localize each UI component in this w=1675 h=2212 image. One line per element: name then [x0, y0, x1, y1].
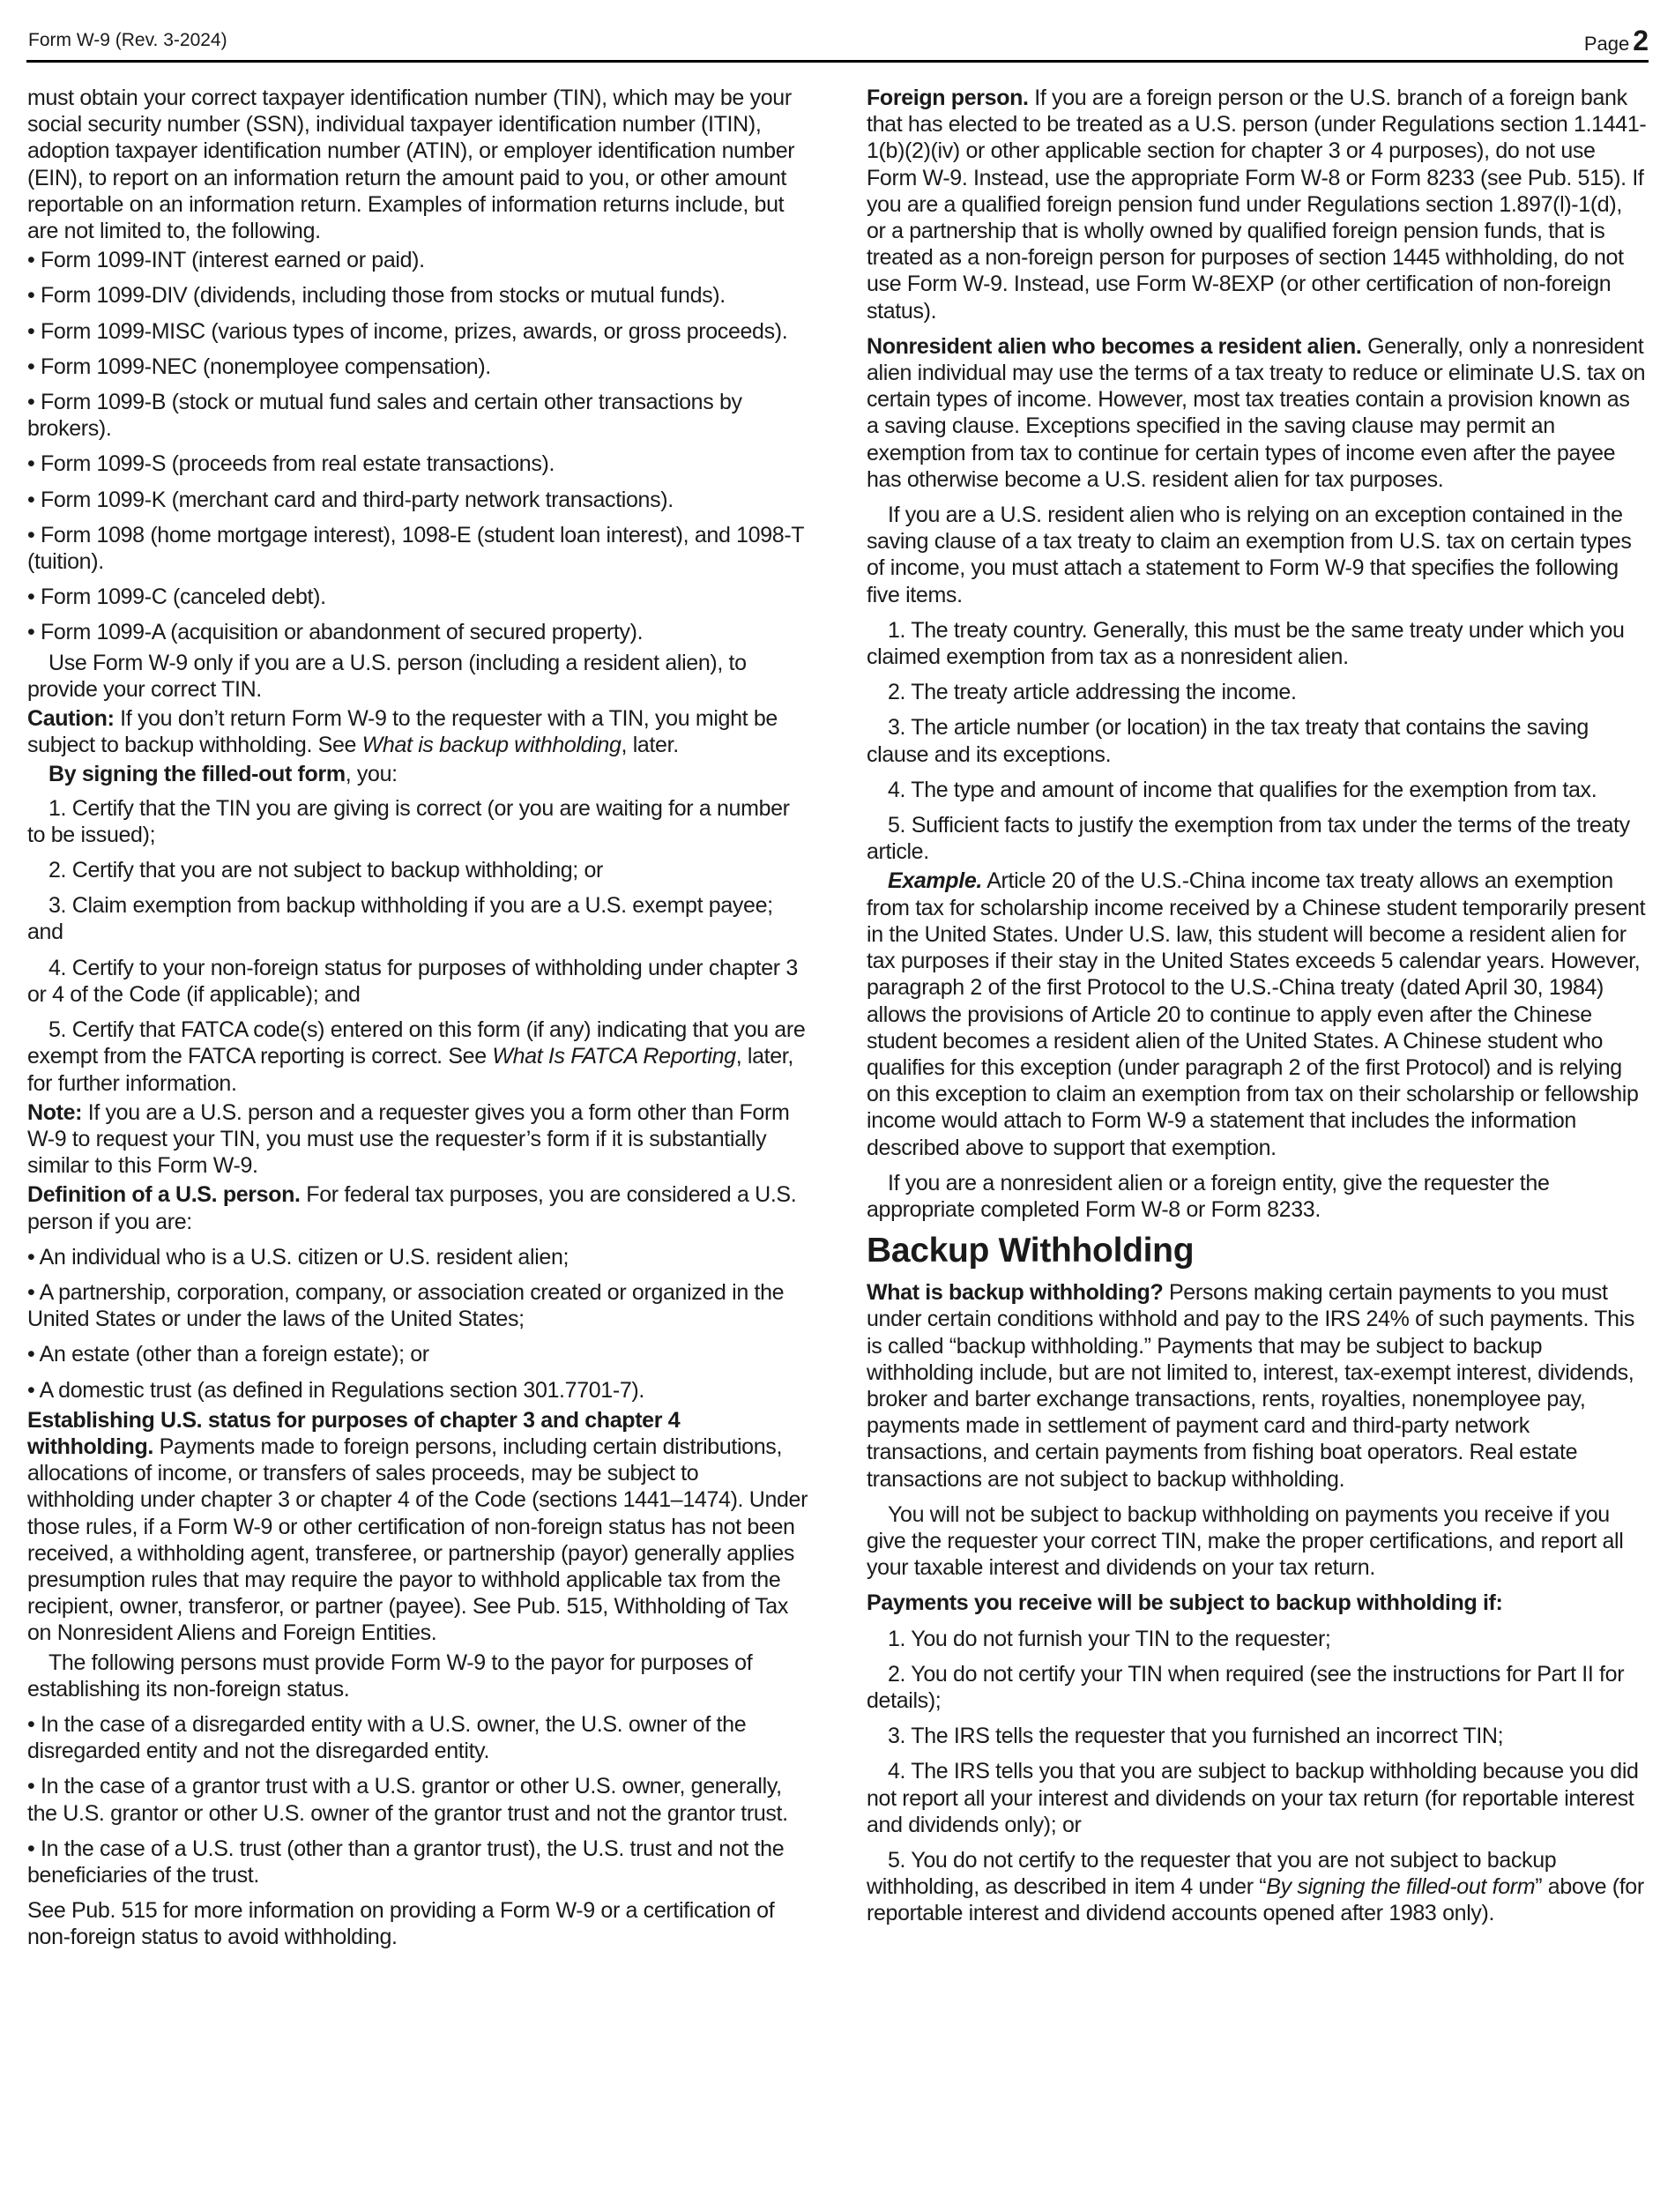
note-paragraph: Note: If you are a U.S. person and a requester gives you a form other than Form W-9 to request your TIN, you must use the requester’s form if it is substantially similar to this Form W-9. [27, 1099, 790, 1179]
condition-item: 5. You do not certify to the requester that you are not subject to backup withholding, as described in item 4 under “By signing the filled-out form” above (for reportable interest and dividend accounts opened after 1983 only). [867, 1847, 1644, 1926]
list-item: • Form 1099-C (canceled debt). [27, 585, 326, 610]
fatca-reference: What Is FATCA Reporting [492, 1044, 736, 1069]
example-label: Example. [888, 868, 982, 894]
intro-paragraph: must obtain your correct taxpayer identification number (TIN), which may be your social security number (SSN), individual taxpayer identification number (ITIN), adoption taxpayer identification number (ATIN), or employer identification number (EIN), to report on an information return the amount paid to you, or other amount reportable on an information return. Examples of information returns include, but are not limited to, the following. [27, 86, 795, 244]
list-item: • Form 1098 (home mortgage interest), 1098-E (student loan interest), and 1098-T (tuition). [27, 522, 804, 575]
treaty-item: 4. The type and amount of income that qualifies for the exemption from tax. [888, 777, 1597, 802]
caution-reference: What is backup withholding [361, 733, 622, 758]
signing-reference: By signing the filled-out form [1266, 1874, 1536, 1900]
cert-item: 1. Certify that the TIN you are giving is correct (or you are waiting for a number to be issued); [27, 795, 790, 847]
treaty-item: 5. Sufficient facts to justify the exemption from tax under the terms of the treaty article. [867, 813, 1630, 865]
nonresident-alien-label: Nonresident alien who becomes a resident alien. [867, 333, 1362, 359]
treaty-item: 2. The treaty article addressing the income. [888, 680, 1297, 705]
right-column [867, 85, 1647, 1936]
form-id: Form W-9 (Rev. 3-2024) [28, 30, 227, 50]
nonresident-paragraph: If you are a nonresident alien or a foreign entity, give the requester the appropriate completed Form W-8 or Form 8233. [867, 1170, 1550, 1222]
signing-label: By signing the filled-out form [48, 762, 346, 787]
condition-item: 1. You do not furnish your TIN to the requester; [888, 1626, 1331, 1651]
example-paragraph: Example. Article 20 of the U.S.-China income tax treaty allows an exemption from tax for scholarship income received by a Chinese student temporarily present in the United States. Under U.S. law, this student will become a resident alien for tax purposes if their stay in the United States exceeds 5 calendar years. However, paragraph 2 of the first Protocol to the U.S.-China treaty (dated April 30, 1984) allows the provisions of Article 20 to continue to apply even after the Chinese student becomes a resident alien of the United States. A Chinese student who qualifies for this exception (under paragraph 2 of the first Protocol) and is relying on this exception to claim an exemption from tax on their scholarship or fellowship income would attach to Form W-9 a statement that includes the information described above to support that exemption. [867, 868, 1646, 1160]
what-is-backup-paragraph: What is backup withholding? Persons making certain payments to you must under certain conditions withhold and pay to the IRS 24% of such payments. This is called “backup withholding.” Payments that may be subject to backup withholding include, but are not limited to, interest, tax-exempt interest, dividends, broker and barter exchange transactions, rents, royalties, nonemployee pay, payments made in settlement of payment card and third-party network transactions, and certain payments from fishing boat operators. Real estate transactions are not subject to backup withholding. [867, 1280, 1635, 1492]
condition-item: 4. The IRS tells you that you are subject to backup withholding because you did not report all your interest and dividends on your tax return (for reportable interest and dividends only); or [867, 1759, 1639, 1837]
list-item: • Form 1099-DIV (dividends, including those from stocks or mutual funds). [27, 283, 726, 309]
section-heading: Backup Withholding [867, 1232, 1195, 1270]
caution-paragraph: Caution: If you don’t return Form W-9 to the requester with a TIN, you might be subject to backup withholding. See What is backup withholding, later. [27, 706, 778, 758]
not-subject-paragraph: You will not be subject to backup withholding on payments you receive if you give the requester your correct TIN, make the proper certifications, and report all your taxable interest and dividends on your tax return. [867, 1501, 1624, 1581]
caution-label: Caution: [27, 706, 115, 732]
treaty-item: 3. The article number (or location) in the tax treaty that contains the saving clause and its exceptions. [867, 715, 1589, 767]
establishing-paragraph: Establishing U.S. status for purposes of chapter 3 and chapter 4 withholding. Payments made to foreign persons, including certain distributions, allocations of income, or transfers of sales proceeds, may be subject to withholding under chapter 3 or chapter 4 of the Code (sections 1441–1474). Under those rules, if a Form W-9 or other certification of non-foreign status has not been received, a withholding agent, transferee, or partnership (payor) generally applies presumption rules that may require the payor to withhold applicable tax from the recipient, owner, transferor, or partner (payee). See Pub. 515, Withholding of Tax on Nonresident Aliens and Foreign Entities. [27, 1407, 808, 1646]
payments-label: Payments you receive will be subject to backup withholding if: [867, 1590, 1503, 1616]
following-paragraph: The following persons must provide Form W-9 to the payor for purposes of establishing its non-foreign status. [27, 1650, 753, 1702]
list-item: • Form 1099-S (proceeds from real estate transactions). [27, 451, 555, 477]
foreign-person-label: Foreign person. [867, 86, 1029, 110]
list-item: • A domestic trust (as defined in Regulations section 301.7701-7). [27, 1377, 644, 1403]
list-item: • An estate (other than a foreign estate); or [27, 1342, 429, 1367]
list-item: • Form 1099-B (stock or mutual fund sales and certain other transactions by brokers). [27, 390, 742, 442]
list-item: • Form 1099-INT (interest earned or paid). [27, 248, 425, 273]
cert-item: 2. Certify that you are not subject to backup withholding; or [48, 858, 604, 883]
condition-item: 3. The IRS tells the requester that you furnished an incorrect TIN; [888, 1724, 1504, 1749]
list-item: • Form 1099-MISC (various types of income, prizes, awards, or gross proceeds). [27, 318, 788, 344]
resident-intro-paragraph: If you are a U.S. resident alien who is relying on an exception contained in the saving clause of a tax treaty to claim an exemption from U.S. tax on certain types of income, you must attach a statement to Form W-9 that specifies the following five items. [867, 503, 1632, 607]
condition-item: 2. You do not certify your TIN when required (see the instructions for Part II for details); [867, 1661, 1625, 1713]
treaty-item: 1. The treaty country. Generally, this must be the same treaty under which you claimed exemption from tax as a nonresident alien. [867, 617, 1625, 670]
list-item: • In the case of a disregarded entity with a U.S. owner, the U.S. owner of the disregarded entity and not the disregarded entity. [27, 1711, 747, 1764]
payments-label-paragraph [867, 1590, 1647, 1616]
list-item: • Form 1099-A (acquisition or abandonment of secured property). [27, 620, 644, 645]
what-is-backup-label: What is backup withholding? [867, 1280, 1164, 1306]
cert-item: 4. Certify to your non-foreign status for purposes of withholding under chapter 3 or 4 of the Code (if applicable); and [27, 955, 798, 1007]
establishing-label: Establishing U.S. status for purposes of chapter 3 and chapter 4 withholding. [27, 1407, 681, 1459]
definition-paragraph: Definition of a U.S. person. For federal tax purposes, you are considered a U.S. person if you are: [27, 1182, 797, 1234]
nonresident-alien-paragraph: Nonresident alien who becomes a resident alien. Generally, only a nonresident alien individual may use the terms of a tax treaty to reduce or eliminate U.S. tax on certain types of income. However, most tax treaties contain a provision known as a saving clause. Exceptions specified in the saving clause may permit an exemption from tax to continue for certain types of income even after the payee has otherwise become a U.S. resident alien for tax purposes. [867, 333, 1646, 492]
page-header [26, 25, 1649, 63]
page-number: 2 [1633, 25, 1649, 56]
note-label: Note: [27, 1099, 83, 1125]
list-item: • In the case of a grantor trust with a U.S. grantor or other U.S. owner, generally, the U.S. grantor or other U.S. owner of the grantor trust and not the grantor trust. [27, 1774, 788, 1826]
left-column [27, 85, 811, 1960]
page-number-label [1584, 25, 1649, 57]
signing-paragraph: By signing the filled-out form, you: [48, 762, 398, 787]
cert-item: 5. Certify that FATCA code(s) entered on this form (if any) indicating that you are exempt from the FATCA reporting is correct. See What Is FATCA Reporting, later, for further information. [27, 1017, 806, 1096]
list-item: • Form 1099-NEC (nonemployee compensation). [27, 354, 491, 379]
list-item: • An individual who is a U.S. citizen or U.S. resident alien; [27, 1244, 570, 1270]
definition-label: Definition of a U.S. person. [27, 1182, 301, 1208]
cert-item: 3. Claim exemption from backup withholding if you are a U.S. exempt payee; and [27, 893, 773, 945]
list-item: • Form 1099-K (merchant card and third-party network transactions). [27, 487, 674, 512]
use-form-paragraph: Use Form W-9 only if you are a U.S. person (including a resident alien), to provide your correct TIN. [27, 650, 747, 702]
foreign-person-paragraph: Foreign person. If you are a foreign person or the U.S. branch of a foreign bank that has elected to be treated as a U.S. person (under Regulations section 1.1441-1(b)(2)(iv) or other applicable section for chapter 3 or 4 purposes), do not use Form W-9. Instead, use the appropriate Form W-8 or Form 8233 (see Pub. 515). If you are a qualified foreign pension fund under Regulations section 1.897(l)-1(d), or a partnership that is wholly owned by qualified foreign pension funds, that is treated as a non-foreign person for purposes of section 1445 withholding, do not use Form W-9. Instead, use Form W-8EXP (or other certification of non-foreign status). [867, 86, 1647, 324]
see-pub-paragraph: See Pub. 515 for more information on providing a Form W-9 or a certification of non-foreign status to avoid withholding. [27, 1898, 775, 1950]
list-item: • In the case of a U.S. trust (other than a grantor trust), the U.S. trust and not the beneficiaries of the trust. [27, 1836, 785, 1888]
list-item: • A partnership, corporation, company, or association created or organized in the United States or under the laws of the United States; [27, 1279, 785, 1332]
page-word: Page [1583, 33, 1630, 55]
